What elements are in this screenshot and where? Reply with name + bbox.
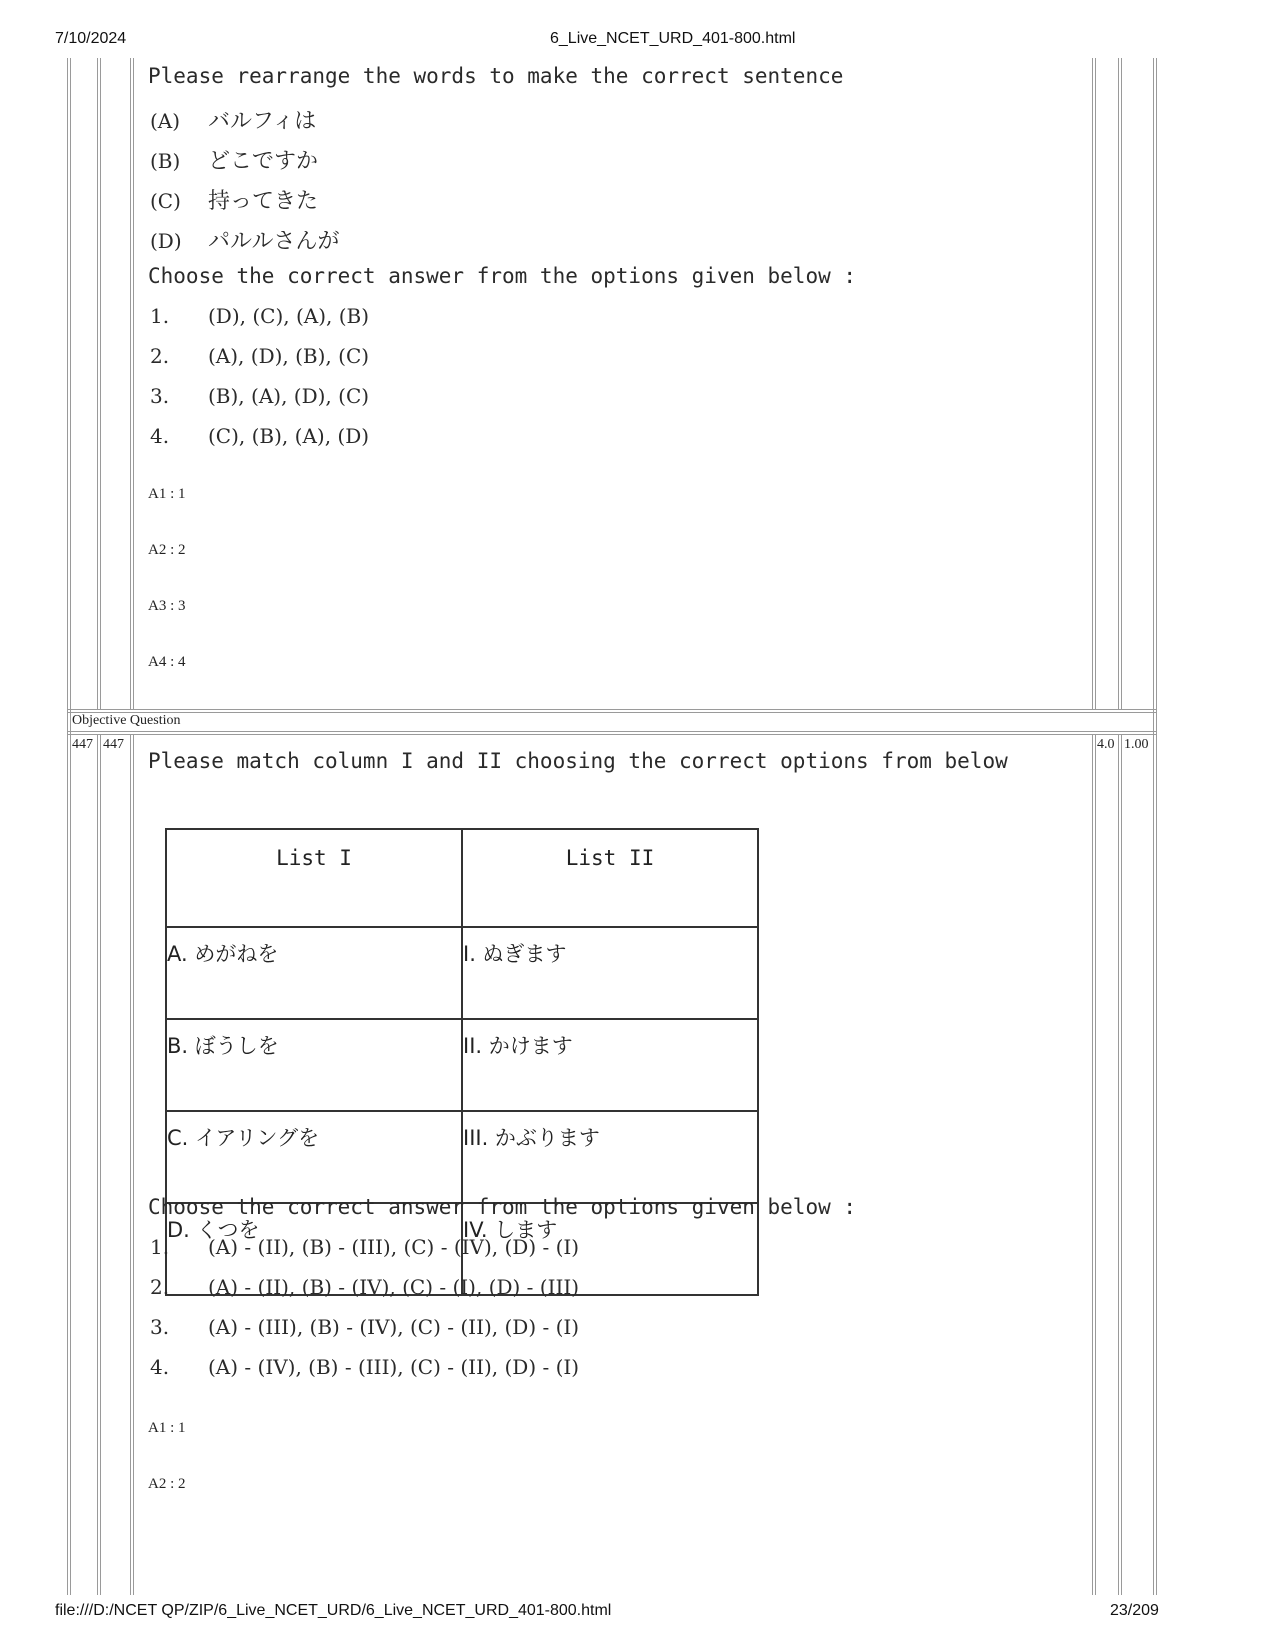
q2-negative-marks: 1.00 <box>1124 737 1149 752</box>
q2-marks: 4.0 <box>1097 737 1115 752</box>
q1-item-a: (A) バルフィは <box>150 109 317 134</box>
list-2-cell: II. かけます <box>462 1019 758 1111</box>
q2-option-1: 1. (A) - (II), (B) - (III), (C) - (IV), (D) - (I) <box>150 1235 580 1259</box>
list-1-header: List I <box>166 829 462 927</box>
print-date: 7/10/2024 <box>55 30 127 47</box>
q1-option-1: 1. (D), (C), (A), (B) <box>150 304 370 328</box>
list-2-cell: I. ぬぎます <box>462 927 758 1019</box>
list-2-header: List II <box>462 829 758 927</box>
list-1-cell: C. イアリングを <box>166 1111 462 1203</box>
q1-item-d: (D) パルルさんが <box>150 229 340 254</box>
q1-item-c: (C) 持ってきた <box>150 189 319 214</box>
q2-answer-1: A1 : 1 <box>148 1420 186 1436</box>
match-table <box>165 828 759 1296</box>
table-row <box>166 1019 758 1111</box>
q2-option-4: 4. (A) - (IV), (B) - (III), (C) - (II), (D) - (I) <box>150 1355 580 1379</box>
q1-answer-2: A2 : 2 <box>148 542 186 558</box>
q1-prompt: Please rearrange the words to make the correct sentence <box>148 64 844 88</box>
q2-question-id: 447 <box>103 737 124 752</box>
q2-answer-2: A2 : 2 <box>148 1476 186 1492</box>
q2-prompt: Please match column I and II choosing the correct options from below <box>148 749 1008 773</box>
q2-serial-number: 447 <box>72 737 93 752</box>
list-2-cell: IV. します <box>462 1203 758 1295</box>
q2-choose-text: Choose the correct answer from the options given below : <box>148 1195 857 1219</box>
q1-option-3: 3. (B), (A), (D), (C) <box>150 384 370 408</box>
q1-answer-4: A4 : 4 <box>148 654 186 670</box>
file-path: file:///D:/NCET QP/ZIP/6_Live_NCET_URD/6_Live_NCET_URD_401-800.html <box>55 1602 612 1619</box>
page-number: 23/209 <box>1110 1602 1159 1619</box>
q1-option-2: 2. (A), (D), (B), (C) <box>150 344 370 368</box>
list-2-cell: III. かぶります <box>462 1111 758 1203</box>
q1-item-b: (B) どこですか <box>150 149 319 174</box>
list-1-cell: D. くつを <box>166 1203 462 1295</box>
match-table-header-row <box>166 829 758 927</box>
document-title: 6_Live_NCET_URD_401-800.html <box>550 30 796 47</box>
table-row <box>166 927 758 1019</box>
section-label: Objective Question <box>72 713 181 728</box>
q1-answer-1: A1 : 1 <box>148 486 186 502</box>
q2-option-3: 3. (A) - (III), (B) - (IV), (C) - (II), (D) - (I) <box>150 1315 580 1339</box>
list-1-cell: A. めがねを <box>166 927 462 1019</box>
q1-answer-3: A3 : 3 <box>148 598 186 614</box>
q1-option-4: 4. (C), (B), (A), (D) <box>150 424 370 448</box>
list-1-cell: B. ぼうしを <box>166 1019 462 1111</box>
q1-choose-text: Choose the correct answer from the options given below : <box>148 264 857 288</box>
table-row <box>166 1111 758 1203</box>
q2-option-2: 2. (A) - (II), (B) - (IV), (C) - (I), (D) - (III) <box>150 1275 580 1299</box>
